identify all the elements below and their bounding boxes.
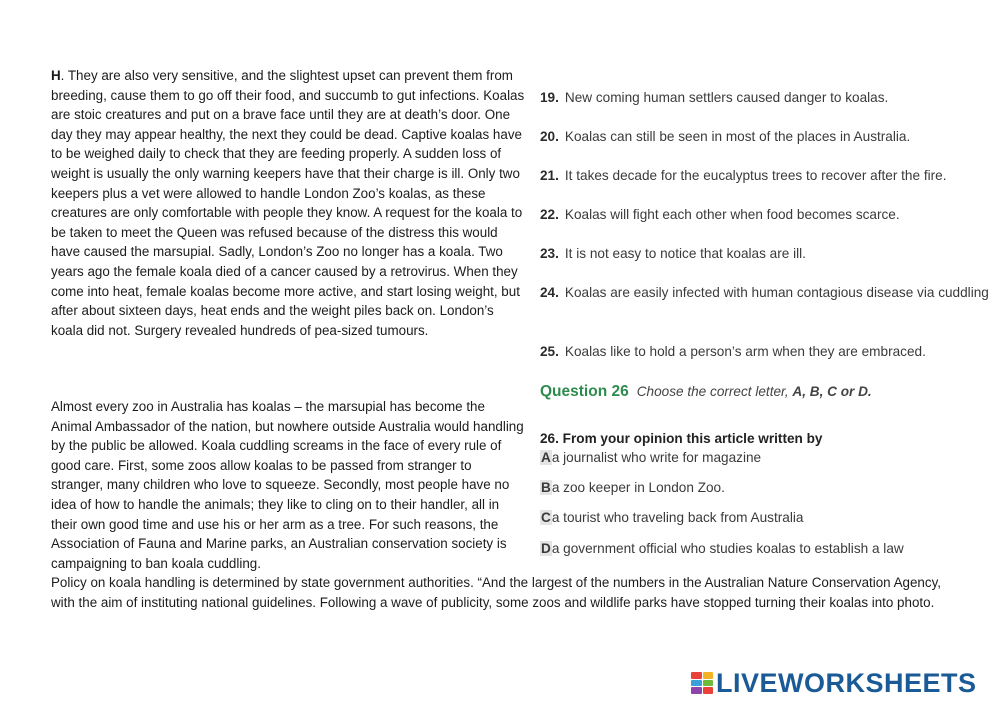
statement-text: It takes decade for the eucalyptus trees to recover after the fire. — [564, 168, 947, 183]
paragraph-policy: Policy on koala handling is determined by state government authorities. “And the largest of the numbers in the Australian Nature Conservation Agency, with the aim of instituting national guidelines. Following a wave of publicity, some zoos and wildlife parks have stopped turning their koalas into photo. — [51, 575, 941, 610]
statement-number: 21. — [540, 168, 559, 183]
statement-21 — [540, 166, 992, 186]
question-26-stem: 26. From your opinion this article written by — [540, 431, 823, 446]
statement-text: Koalas like to hold a person’s arm when they are embraced. — [564, 344, 926, 359]
paragraph-zoo-handling: Almost every zoo in Australia has koalas – the marsupial has become the Animal Ambassador of the nation, but nowhere outside Australia would handling by the public be allowed. Koala cuddling screams in the face of every rule of good care. First, some zoos allow koalas to be passed from stranger to stranger, many children who love to squeeze. Secondly, most people have no idea of how to handle the animals; they like to cling on to their handler, all in their own good time and use his or her arm as a tree. For such reasons, the Association of Fauna and Marine parks, an Australian conservation society is campaigning to ban koala cuddling. — [51, 399, 524, 571]
statement-text: It is not easy to notice that koalas are ill. — [564, 246, 806, 261]
statement-25 — [540, 342, 992, 362]
option-letter[interactable]: B — [541, 480, 551, 495]
option-d[interactable] — [540, 541, 904, 556]
question-26-label: Question 26 — [540, 383, 629, 400]
statement-number: 22. — [540, 207, 559, 222]
question-26-letters: A, B, C or D. — [792, 384, 872, 399]
option-b[interactable] — [540, 480, 725, 495]
statement-text: New coming human settlers caused danger to koalas. — [564, 90, 889, 105]
statement-text: Koalas can still be seen in most of the places in Australia. — [564, 129, 911, 144]
statement-number: 23. — [540, 246, 559, 261]
option-letter[interactable]: A — [541, 450, 551, 465]
option-c[interactable] — [540, 510, 803, 525]
statement-text: Koalas will fight each other when food becomes scarce. — [564, 207, 900, 222]
statement-number: 24. — [540, 285, 559, 300]
liveworksheets-logo-text: LIVEWORKSHEETS — [716, 667, 977, 698]
option-a[interactable] — [540, 450, 761, 465]
liveworksheets-logo — [691, 666, 977, 700]
option-letter[interactable]: C — [541, 510, 551, 525]
liveworksheets-logo-icon — [691, 672, 713, 694]
statement-text: Koalas are easily infected with human contagious disease via cuddling — [564, 285, 989, 300]
paragraph-h-text: . They are also very sensitive, and the slightest upset can prevent them from breeding, cause them to go off their food, and succumb to gut infections. Koalas are stoic creatures and put on a brave face until they are at death’s door. One day they may appear healthy, the next they could be dead. Captive koalas have to be weighed daily to check that they are feeding properly. A sudden loss of weight is usually the only warning keepers have that their charge is ill. Only two keepers plus a vet were allowed to handle London Zoo’s koalas, as these creatures are only comfortable with people they know. A request for the koala to be taken to meet the Queen was refused because of the distress this would have caused the marsupial. Sadly, London’s Zoo no longer has a koala. Two years ago the female koala died of a cancer caused by a retrovirus. When they come into heat, female koalas become more active, and start losing weight, but after about sixteen days, heat ends and the weight piles back on. London’s koala did not. Surgery revealed hundreds of pea-sized tumours. — [51, 68, 525, 338]
question-26-instruction: Choose the correct letter, — [636, 384, 789, 399]
option-text: a tourist who traveling back from Australia — [551, 510, 804, 525]
option-text: a journalist who write for magazine — [551, 450, 762, 465]
statement-23 — [540, 244, 992, 264]
statement-24 — [540, 283, 992, 303]
option-letter[interactable]: D — [541, 541, 551, 556]
option-text: a government official who studies koalas to establish a law — [551, 541, 904, 556]
statement-number: 20. — [540, 129, 559, 144]
option-text: a zoo keeper in London Zoo. — [551, 480, 725, 495]
paragraph-h-label: H — [51, 68, 61, 83]
question-26-heading — [540, 383, 872, 401]
statement-number: 19. — [540, 90, 559, 105]
statement-number: 25. — [540, 344, 559, 359]
paragraph-h — [51, 66, 526, 340]
statement-22 — [540, 205, 992, 225]
statement-19 — [540, 88, 992, 108]
statement-20 — [540, 127, 992, 147]
